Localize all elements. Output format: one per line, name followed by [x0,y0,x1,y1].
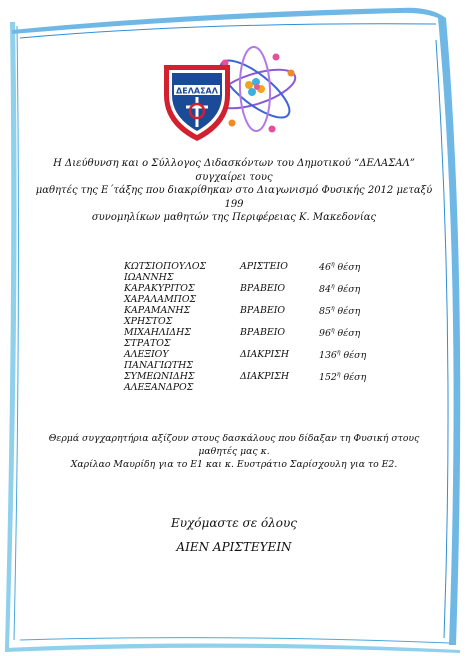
rank-number: 46 [319,262,331,274]
table-row [124,283,379,305]
atom-nucleus-icon [245,78,265,96]
award-type: ΒΡΑΒΕΙΟ [240,283,286,294]
rank-suffix: η [336,371,341,378]
top-border-ribbon [12,8,446,34]
rank-position [319,283,379,305]
rank-label: θέση [337,284,361,296]
intro-line: συνομηλίκων μαθητών της Περιφέρειας Κ. Μακεδονίας [91,212,377,223]
rank-position [319,261,379,283]
rank-label: θέση [337,328,361,340]
left-border-ribbon [5,22,17,648]
closing-wish: Ευχόμαστε σε όλους [170,516,298,530]
rank-number: 85 [319,306,331,318]
results-table [124,261,379,393]
student-name: ΜΙΧΑΗΛΙΔΗΣ ΣΤΡΑΤΟΣ [124,327,191,349]
rank-suffix: η [330,327,335,334]
table-row [124,371,379,393]
table-row [124,305,379,327]
bottom-border-ribbon [5,643,460,653]
thanks-line: Θερμά συγχαρητήρια αξίζουν στους δασκάλους που δίδαξαν τη Φυσική στους μαθητές μας κ. [48,433,420,457]
rank-number: 84 [319,284,331,296]
intro-line: μαθητές της Ε΄τάξης που διακρίθηκαν στο Διαγωνισμό Φυσικής 2012 μεταξύ 199 [35,185,433,210]
thanks-paragraph [30,432,438,471]
closing-motto: ΑΙΕΝ ΑΡΙΣΤΕΥΕΙΝ [176,540,292,554]
award-type: ΒΡΑΒΕΙΟ [240,327,286,338]
rank-suffix: η [330,283,335,290]
rank-suffix: η [336,349,341,356]
student-name: ΚΑΡΑΚΥΡΙΤΟΣ ΧΑΡΑΛΑΜΠΟΣ [124,283,197,305]
rank-number: 152 [319,372,337,384]
student-name: ΑΛΕΞΙΟΥ ΠΑΝΑΓΙΩΤΗΣ [124,349,193,371]
award-type: ΔΙΑΚΡΙΣΗ [240,349,290,360]
bottom-border-inner-line [20,638,450,643]
rank-position [319,371,379,393]
rank-label: θέση [337,262,361,274]
student-name: ΣΥΜΕΩΝΙΔΗΣ ΑΛΕΞΑΝΔΡΟΣ [124,371,195,393]
rank-number: 96 [319,328,331,340]
award-type: ΔΙΑΚΡΙΣΗ [240,371,290,382]
student-name: ΚΩΤΣΙΟΠΟΥΛΟΣ ΙΩΑΝΝΗΣ [124,261,207,283]
student-name: ΚΑΡΑΜΑΝΗΣ ΧΡΗΣΤΟΣ [124,305,191,327]
intro-line: Η Διεύθυνση και ο Σύλλογος Διδασκόντων του Δημοτικού “ΔΕΛΑΣΑΛ” συγχαίρει τους [53,158,415,183]
shield-icon [164,65,230,141]
emblem-text: ΔΕΛΑΣΑΛ [176,86,218,96]
rank-position [319,305,379,327]
rank-position [319,349,379,371]
table-row [124,349,379,371]
award-type: ΒΡΑΒΕΙΟ [240,305,286,316]
award-type: ΑΡΙΣΤΕΙΟ [240,261,288,272]
rank-suffix: η [330,261,335,268]
table-row [124,261,379,283]
table-row [124,327,379,349]
rank-position [319,327,379,349]
rank-number: 136 [319,350,337,362]
school-emblem-with-atom [160,45,300,145]
rank-label: θέση [343,350,367,362]
rank-suffix: η [330,305,335,312]
intro-paragraph [30,157,438,225]
thanks-line: Χαρίλαο Μαυρίδη για το Ε1 και κ. Ευστράτιο Σαρίσχουλη για το Ε2. [70,459,398,470]
rank-label: θέση [337,306,361,318]
rank-label: θέση [343,372,367,384]
